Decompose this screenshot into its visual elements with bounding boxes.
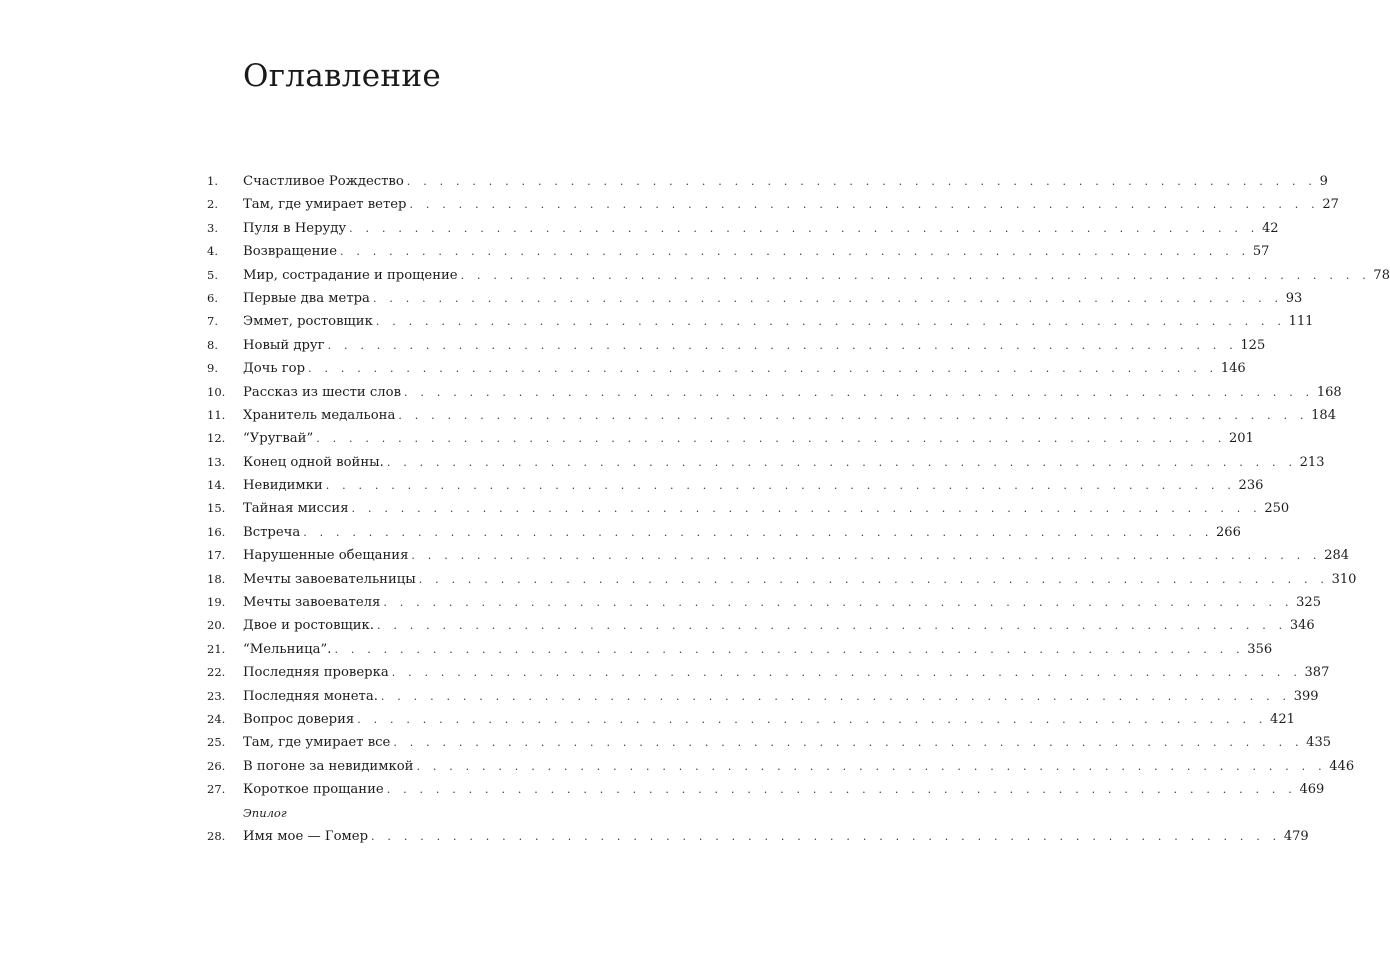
chapter-title: Хранитель медальона (243, 404, 398, 427)
toc-entry[interactable] (207, 708, 1295, 731)
chapter-title: Двое и ростовщик. (243, 614, 377, 637)
chapter-title: Там, где умирает все (243, 731, 393, 754)
chapter-page-number: 346 (1289, 618, 1315, 634)
chapter-number: 21. (207, 641, 226, 656)
dot-leader: . . . . . . . . . . . . . . . . . . . . . . . . . . . . . . . . . . . . . . . . . . . . . . . . . . . . . . . . (386, 455, 1297, 469)
chapter-title: Возвращение (243, 240, 340, 263)
chapter-title: “Мельница”. (243, 638, 334, 661)
chapter-title: Имя мое — Гомер (243, 825, 371, 848)
dot-leader: . . . . . . . . . . . . . . . . . . . . . . . . . . . . . . . . . . . . . . . . . . . . . . . . . . . . . . . . (372, 291, 1283, 305)
chapter-page-number: 469 (1299, 782, 1325, 798)
toc-entry[interactable] (207, 310, 1314, 333)
dot-leader: . . . . . . . . . . . . . . . . . . . . . . . . . . . . . . . . . . . . . . . . . . . . . . . . . . . . . . . . (418, 572, 1329, 586)
chapter-title: Нарушенные обещания (243, 544, 411, 567)
toc-entry[interactable] (207, 240, 1270, 263)
chapter-page-number: 446 (1329, 758, 1355, 774)
chapter-page-number: 42 (1261, 220, 1279, 236)
dot-leader: . . . . . . . . . . . . . . . . . . . . . . . . . . . . . . . . . . . . . . . . . . . . . . . . . . . . . . . . (316, 432, 1227, 446)
dot-leader: . . . . . . . . . . . . . . . . . . . . . . . . . . . . . . . . . . . . . . . . . . . . . . . . . . . . . . . . (383, 596, 1294, 610)
toc-entry[interactable] (207, 217, 1279, 240)
chapter-page-number: 146 (1220, 361, 1246, 377)
chapter-number: 15. (207, 501, 226, 516)
chapter-list (207, 170, 1390, 802)
chapter-page-number: 125 (1240, 337, 1266, 353)
toc-entry[interactable] (207, 497, 1290, 520)
chapter-page-number: 111 (1288, 314, 1314, 330)
toc-entry[interactable] (207, 404, 1336, 427)
toc-entry[interactable] (207, 381, 1342, 404)
chapter-page-number: 356 (1247, 641, 1273, 657)
chapter-page-number: 168 (1316, 384, 1342, 400)
chapter-page-number: 399 (1293, 688, 1319, 704)
toc-entry[interactable] (207, 427, 1254, 450)
chapter-title: Последняя монета. (243, 685, 381, 708)
chapter-title: “Уругвай” (243, 427, 316, 450)
toc-entry[interactable] (207, 287, 1303, 310)
chapter-title: Тайная миссия (243, 497, 352, 520)
chapter-page-number: 184 (1311, 407, 1336, 423)
chapter-title: Счастливое Рождество (243, 170, 407, 193)
dot-leader: . . . . . . . . . . . . . . . . . . . . . . . . . . . . . . . . . . . . . . . . . . . . . . . . . . . . . . . . (404, 385, 1314, 399)
chapter-number: 23. (207, 688, 226, 703)
toc-entry[interactable] (207, 451, 1325, 474)
chapter-title: Последняя проверка (243, 661, 392, 684)
dot-leader: . . . . . . . . . . . . . . . . . . . . . . . . . . . . . . . . . . . . . . . . . . . . . . . . . . . . . . . . (340, 245, 1250, 259)
chapter-title: Пуля в Неруду (243, 217, 349, 240)
toc-entry[interactable] (207, 170, 1328, 193)
dot-leader: . . . . . . . . . . . . . . . . . . . . . . . . . . . . . . . . . . . . . . . . . . . . . . . . . . . . . . . . (398, 408, 1309, 422)
chapter-page-number: 213 (1299, 454, 1325, 470)
chapter-page-number: 27 (1322, 197, 1339, 213)
chapter-number: 12. (207, 431, 226, 446)
toc-entry[interactable] (207, 638, 1273, 661)
toc-entry[interactable] (207, 521, 1241, 544)
chapter-number: 18. (207, 571, 226, 586)
toc-entry[interactable] (207, 357, 1246, 380)
chapter-title: Мечты завоевателя (243, 591, 383, 614)
chapter-number: 7. (207, 314, 218, 329)
chapter-title: Вопрос доверия (243, 708, 357, 731)
chapter-number: 22. (207, 665, 226, 680)
dot-leader: . . . . . . . . . . . . . . . . . . . . . . . . . . . . . . . . . . . . . . . . . . . . . . . . . . . . . . . . (308, 362, 1218, 376)
dot-leader: . . . . . . . . . . . . . . . . . . . . . . . . . . . . . . . . . . . . . . . . . . . . . . . . . . . . . . . . (393, 736, 1304, 750)
dot-leader: . . . . . . . . . . . . . . . . . . . . . . . . . . . . . . . . . . . . . . . . . . . . . . . . . . . . . . . . (375, 315, 1286, 329)
toc-entry[interactable] (207, 685, 1319, 708)
chapter-number: 14. (207, 478, 226, 493)
dot-leader: . . . . . . . . . . . . . . . . . . . . . . . . . . . . . . . . . . . . . . . . . . . . . . . . . . . . . . . . (386, 783, 1297, 797)
chapter-title: Мир, сострадание и прощение (243, 264, 461, 287)
chapter-title: Там, где умирает ветер (243, 193, 410, 216)
chapter-title: Встреча (243, 521, 303, 544)
chapter-page-number: 325 (1296, 595, 1321, 611)
chapter-page-number: 250 (1264, 501, 1290, 517)
dot-leader: . . . . . . . . . . . . . . . . . . . . . . . . . . . . . . . . . . . . . . . . . . . . . . . . . . . . . . . . (411, 549, 1322, 563)
chapter-number: 27. (207, 782, 226, 797)
toc-entry[interactable] (207, 591, 1321, 614)
chapter-number: 16. (207, 524, 226, 539)
chapter-number: 28. (207, 828, 226, 843)
dot-leader: . . . . . . . . . . . . . . . . . . . . . . . . . . . . . . . . . . . . . . . . . . . . . . . . . . . . . . . . (391, 666, 1302, 680)
chapter-number: 4. (207, 244, 218, 259)
dot-leader: . . . . . . . . . . . . . . . . . . . . . . . . . . . . . . . . . . . . . . . . . . . . . . . . . . . . . . . . (380, 689, 1291, 703)
chapter-number: 3. (207, 220, 218, 235)
chapter-number: 25. (207, 735, 226, 750)
chapter-title: Мечты завоевательницы (243, 568, 419, 591)
page-title: Оглавление (243, 58, 441, 94)
toc-entry[interactable] (207, 661, 1330, 684)
toc-entry[interactable] (207, 755, 1355, 778)
toc-entry-final[interactable] (207, 825, 1309, 848)
chapter-title: Первые два метра (243, 287, 373, 310)
chapter-page-number: 9 (1319, 174, 1328, 189)
chapter-page-number: 421 (1270, 711, 1295, 727)
toc-entry[interactable] (207, 474, 1264, 497)
chapter-title: Эммет, ростовщик (243, 310, 376, 333)
toc-entry[interactable] (207, 778, 1325, 801)
dot-leader: . . . . . . . . . . . . . . . . . . . . . . . . . . . . . . . . . . . . . . . . . . . . . . . . . . . . . . . . (416, 759, 1327, 773)
dot-leader: . . . . . . . . . . . . . . . . . . . . . . . . . . . . . . . . . . . . . . . . . . . . . . . . . . . . . . . . (349, 221, 1259, 235)
chapter-page-number: 57 (1252, 244, 1270, 260)
dot-leader: . . . . . . . . . . . . . . . . . . . . . . . . . . . . . . . . . . . . . . . . . . . . . . . . . . . . . . . . (460, 268, 1371, 282)
dot-leader: . . . . . . . . . . . . . . . . . . . . . . . . . . . . . . . . . . . . . . . . . . . . . . . . . . . . . . . . (409, 198, 1320, 212)
dot-leader: . . . . . . . . . . . . . . . . . . . . . . . . . . . . . . . . . . . . . . . . . . . . . . . . . . . . . . . . (371, 829, 1281, 843)
chapter-title: Конец одной войны. (243, 451, 387, 474)
dot-leader: . . . . . . . . . . . . . . . . . . . . . . . . . . . . . . . . . . . . . . . . . . . . . . . . . . . . . . . . (334, 642, 1245, 656)
chapter-number: 8. (207, 337, 218, 352)
chapter-title: Невидимки (243, 474, 326, 497)
table-of-contents (207, 170, 1390, 848)
dot-leader: . . . . . . . . . . . . . . . . . . . . . . . . . . . . . . . . . . . . . . . . . . . . . . . . . . . . . . . . (376, 619, 1287, 633)
chapter-number: 6. (207, 290, 218, 305)
chapter-title: Короткое прощание (243, 778, 387, 801)
chapter-number: 9. (207, 361, 218, 376)
chapter-page-number: 201 (1229, 431, 1254, 447)
chapter-number: 5. (207, 267, 218, 282)
chapter-title: В погоне за невидимкой (243, 755, 416, 778)
toc-entry[interactable] (207, 614, 1315, 637)
chapter-number: 26. (207, 758, 226, 773)
chapter-page-number: 266 (1216, 524, 1241, 540)
chapter-title: Дочь гор (243, 357, 308, 380)
chapter-number: 17. (207, 548, 226, 563)
dot-leader: . . . . . . . . . . . . . . . . . . . . . . . . . . . . . . . . . . . . . . . . . . . . . . . . . . . . . . . . (303, 525, 1214, 539)
chapter-number: 10. (207, 384, 226, 399)
chapter-page-number: 78 (1373, 267, 1390, 283)
dot-leader: . . . . . . . . . . . . . . . . . . . . . . . . . . . . . . . . . . . . . . . . . . . . . . . . . . . . . . . . (327, 338, 1238, 352)
chapter-page-number: 284 (1324, 548, 1350, 564)
chapter-title: Рассказ из шести слов (243, 381, 404, 404)
chapter-page-number: 236 (1238, 478, 1264, 494)
chapter-number: 13. (207, 454, 226, 469)
chapter-number: 24. (207, 711, 226, 726)
dot-leader: . . . . . . . . . . . . . . . . . . . . . . . . . . . . . . . . . . . . . . . . . . . . . . . . . . . . . . . . (325, 479, 1236, 493)
chapter-page-number: 310 (1331, 571, 1357, 587)
dot-leader: . . . . . . . . . . . . . . . . . . . . . . . . . . . . . . . . . . . . . . . . . . . . . . . . . . . . . . . . (351, 502, 1262, 516)
chapter-number: 1. (207, 174, 218, 188)
chapter-number: 11. (207, 407, 226, 422)
chapter-title: Новый друг (243, 334, 328, 357)
chapter-page-number: 387 (1304, 665, 1330, 681)
chapter-page-number: 435 (1306, 735, 1331, 751)
toc-entry[interactable] (207, 264, 1390, 287)
chapter-number: 20. (207, 618, 226, 633)
toc-entry[interactable] (207, 334, 1266, 357)
toc-entry[interactable] (207, 568, 1357, 591)
dot-leader: . . . . . . . . . . . . . . . . . . . . . . . . . . . . . . . . . . . . . . . . . . . . . . . . . . . . . . . . (357, 712, 1268, 726)
epilogue-label: Эпилог (243, 805, 287, 820)
chapter-page-number: 93 (1285, 290, 1303, 306)
chapter-number: 2. (207, 197, 218, 212)
toc-entry[interactable] (207, 731, 1331, 754)
chapter-number: 19. (207, 595, 226, 610)
chapter-page-number: 479 (1283, 828, 1309, 844)
dot-leader: . . . . . . . . . . . . . . . . . . . . . . . . . . . . . . . . . . . . . . . . . . . . . . . . . . . . . . . . (406, 175, 1317, 188)
toc-entry[interactable] (207, 193, 1339, 216)
toc-entry[interactable] (207, 544, 1350, 567)
